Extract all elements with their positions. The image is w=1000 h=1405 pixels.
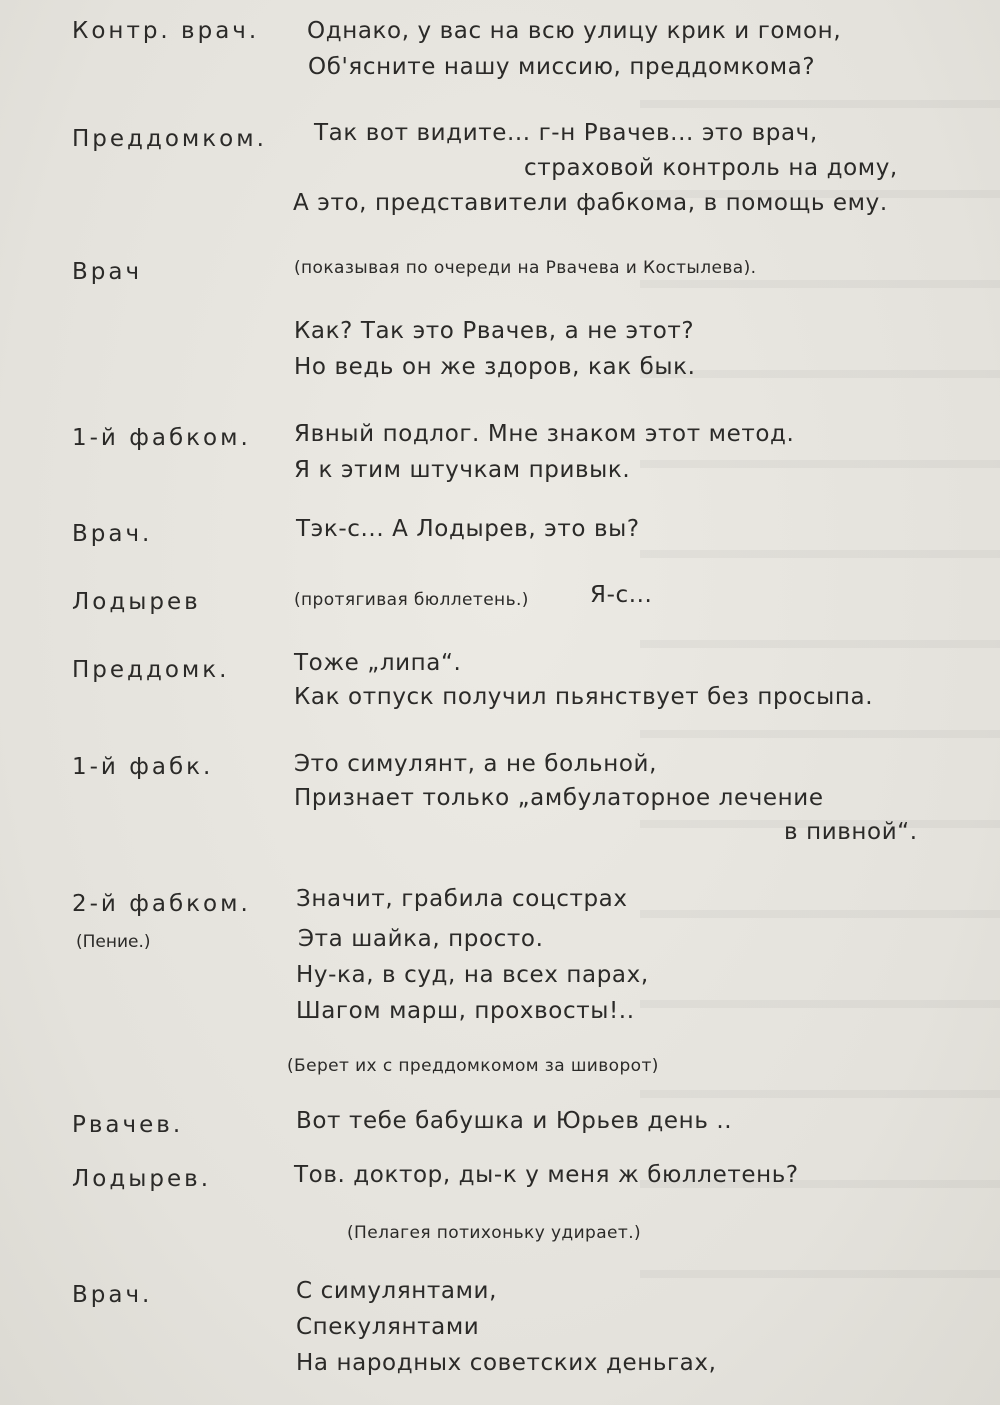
verse-line: Значит, грабила соцстрах [296, 886, 628, 912]
verse-line: Тэк-с... А Лодырев, это вы? [296, 516, 640, 542]
speaker-label: Контр. врач. [72, 18, 260, 44]
verse-line: На народных советских деньгах, [296, 1350, 717, 1376]
stage-direction: (протягивая бюллетень.) [294, 590, 529, 610]
speaker-label: Лодырев [72, 589, 201, 615]
speaker-label: Врач. [72, 1282, 153, 1308]
verse-line: Я к этим штучкам привык. [294, 457, 631, 483]
speaker-label: Лодырев. [72, 1166, 212, 1192]
verse-line: Шагом марш, прохвосты!.. [296, 998, 635, 1024]
verse-line: Спекулянтами [296, 1314, 480, 1340]
speaker-label: 1-й фабк. [72, 754, 214, 780]
speaker-label: Врач [72, 259, 143, 285]
verse-line: страховой контроль на дому, [524, 155, 898, 181]
speaker-label: 1-й фабком. [72, 425, 251, 451]
verse-line: Так вот видите... г-н Рвачев... это врач, [314, 120, 818, 146]
verse-line: Эта шайка, просто. [298, 926, 544, 952]
verse-line: Тоже „липа“. [294, 650, 462, 676]
speaker-label: Врач. [72, 521, 153, 547]
speaker-label: 2-й фабком. [72, 891, 251, 917]
verse-line: Явный подлог. Мне знаком этот метод. [294, 421, 795, 447]
verse-line: С симулянтами, [296, 1278, 498, 1304]
stage-direction: (Пелагея потихоньку удирает.) [347, 1223, 642, 1243]
verse-line: Это симулянт, а не больной, [294, 751, 657, 777]
speaker-label: Преддомком. [72, 126, 267, 152]
speaker-label: Преддомк. [72, 657, 230, 683]
verse-line: А это, представители фабкома, в помощь ему. [293, 190, 888, 216]
stage-direction: (показывая по очереди на Рвачева и Костылева). [294, 258, 757, 278]
verse-line: Вот тебе бабушка и Юрьев день .. [296, 1108, 733, 1134]
performance-note: (Пение.) [76, 932, 151, 952]
verse-line: Признает только „амбулаторное лечение [294, 785, 824, 811]
verse-line: Ну-ка, в суд, на всех парах, [296, 962, 649, 988]
verse-line: Как отпуск получил пьянствует без просыпа. [294, 684, 874, 710]
verse-line: Как? Так это Рвачев, а не этот? [294, 318, 695, 344]
verse-line: в пивной“. [784, 819, 918, 845]
speaker-label: Рвачев. [72, 1112, 184, 1138]
verse-line: Я-с... [590, 582, 653, 608]
verse-line: Об'ясните нашу миссию, преддомкома? [308, 54, 816, 80]
verse-line: Тов. доктор, ды-к у меня ж бюллетень? [294, 1162, 799, 1188]
stage-direction: (Берет их с преддомкомом за шиворот) [287, 1056, 659, 1076]
verse-line: Однако, у вас на всю улицу крик и гомон, [307, 18, 842, 44]
verse-line: Но ведь он же здоров, как бык. [294, 354, 696, 380]
